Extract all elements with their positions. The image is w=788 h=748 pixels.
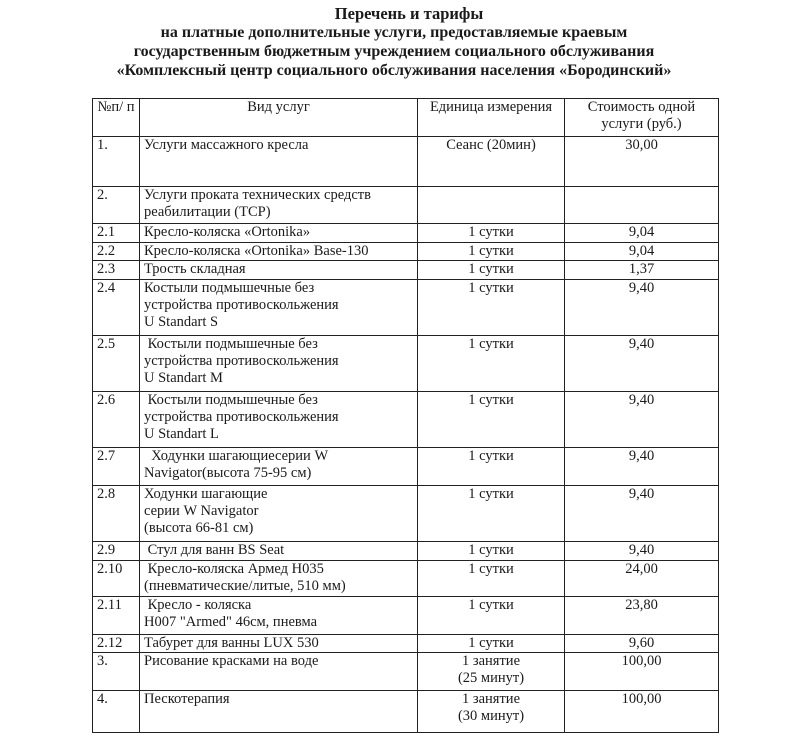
row-number: 4. <box>93 691 140 733</box>
table-header-row <box>93 99 719 137</box>
service-unit: 1 сутки <box>418 392 565 448</box>
service-price: 9,60 <box>565 635 719 653</box>
row-number: 2.8 <box>93 486 140 542</box>
service-price <box>565 187 719 224</box>
header-price: Стоимость одной услуги (руб.) <box>565 99 719 137</box>
service-unit: 1 сутки <box>418 561 565 597</box>
service-price: 1,37 <box>565 261 719 280</box>
row-number: 2.6 <box>93 392 140 448</box>
service-unit: 1 сутки <box>418 486 565 542</box>
service-price: 9,04 <box>565 243 719 261</box>
row-number: 2.11 <box>93 597 140 635</box>
service-name: Ходунки шагающиесерии W Navigator(высота 75-95 см) <box>140 448 418 486</box>
service-name: Костыли подмышечные без устройства противоскольжения U Standart L <box>140 392 418 448</box>
row-number: 2.2 <box>93 243 140 261</box>
row-number: 3. <box>93 653 140 691</box>
row-number: 2.10 <box>93 561 140 597</box>
service-name: Стул для ванн BS Seat <box>140 542 418 561</box>
table-row <box>93 561 719 597</box>
table-row <box>93 187 719 224</box>
service-name: Кресло-коляска Армед Н035 (пневматические/литые, 510 мм) <box>140 561 418 597</box>
service-unit: 1 сутки <box>418 448 565 486</box>
row-number: 2. <box>93 187 140 224</box>
row-number: 2.9 <box>93 542 140 561</box>
row-number: 2.12 <box>93 635 140 653</box>
service-price: 100,00 <box>565 691 719 733</box>
service-name: Трость складная <box>140 261 418 280</box>
service-unit: 1 занятие (25 минут) <box>418 653 565 691</box>
row-number: 2.5 <box>93 336 140 392</box>
service-unit: 1 сутки <box>418 224 565 243</box>
table-row <box>93 653 719 691</box>
title-line-3: государственным бюджетным учреждением социального обслуживания <box>133 43 655 60</box>
document-title <box>0 4 788 80</box>
service-price: 9,04 <box>565 224 719 243</box>
table-row <box>93 224 719 243</box>
service-price: 9,40 <box>565 280 719 336</box>
service-price: 9,40 <box>565 448 719 486</box>
table-row <box>93 336 719 392</box>
title-line-1: Перечень и тарифы <box>334 4 484 23</box>
service-unit: 1 занятие (30 минут) <box>418 691 565 733</box>
service-name: Костыли подмышечные без устройства противоскольжения U Standart M <box>140 336 418 392</box>
table-row <box>93 486 719 542</box>
header-number: №п/ п <box>93 99 140 137</box>
service-name: Пескотерапия <box>140 691 418 733</box>
title-line-4: «Комплексный центр социального обслуживания населения «Бородинский» <box>116 62 672 79</box>
table-row <box>93 392 719 448</box>
table-row <box>93 261 719 280</box>
service-name: Кресло-коляска «Ortonika» <box>140 224 418 243</box>
table-row <box>93 448 719 486</box>
service-unit <box>418 187 565 224</box>
service-name: Ходунки шагающие серии W Navigator (высота 66-81 см) <box>140 486 418 542</box>
service-name: Табурет для ванны LUX 530 <box>140 635 418 653</box>
table-row <box>93 635 719 653</box>
service-price: 30,00 <box>565 137 719 187</box>
service-unit: 1 сутки <box>418 542 565 561</box>
row-number: 2.4 <box>93 280 140 336</box>
title-line-2: на платные дополнительные услуги, предоставляемые краевым <box>160 24 628 41</box>
table-body <box>93 137 719 733</box>
table-row <box>93 137 719 187</box>
tariff-table <box>92 98 719 733</box>
service-unit: 1 сутки <box>418 597 565 635</box>
service-name: Услуги проката технических средств реабилитации (ТСР) <box>140 187 418 224</box>
service-price: 9,40 <box>565 542 719 561</box>
table-row <box>93 597 719 635</box>
service-name: Кресло-коляска «Ortonika» Base-130 <box>140 243 418 261</box>
row-number: 2.1 <box>93 224 140 243</box>
service-price: 100,00 <box>565 653 719 691</box>
table-row <box>93 280 719 336</box>
table-row <box>93 243 719 261</box>
row-number: 2.3 <box>93 261 140 280</box>
service-unit: 1 сутки <box>418 280 565 336</box>
service-price: 9,40 <box>565 392 719 448</box>
service-price: 9,40 <box>565 336 719 392</box>
header-service: Вид услуг <box>140 99 418 137</box>
service-unit: 1 сутки <box>418 243 565 261</box>
service-price: 23,80 <box>565 597 719 635</box>
service-name: Услуги массажного кресла <box>140 137 418 187</box>
row-number: 1. <box>93 137 140 187</box>
table-row <box>93 691 719 733</box>
service-unit: 1 сутки <box>418 635 565 653</box>
service-price: 24,00 <box>565 561 719 597</box>
header-unit: Единица измерения <box>418 99 565 137</box>
service-name: Костыли подмышечные без устройства противоскольжения U Standart S <box>140 280 418 336</box>
service-unit: Сеанс (20мин) <box>418 137 565 187</box>
row-number: 2.7 <box>93 448 140 486</box>
service-price: 9,40 <box>565 486 719 542</box>
service-name: Кресло - коляска Н007 "Armed" 46см, пневма <box>140 597 418 635</box>
service-unit: 1 сутки <box>418 261 565 280</box>
service-unit: 1 сутки <box>418 336 565 392</box>
table-row <box>93 542 719 561</box>
service-name: Рисование красками на воде <box>140 653 418 691</box>
